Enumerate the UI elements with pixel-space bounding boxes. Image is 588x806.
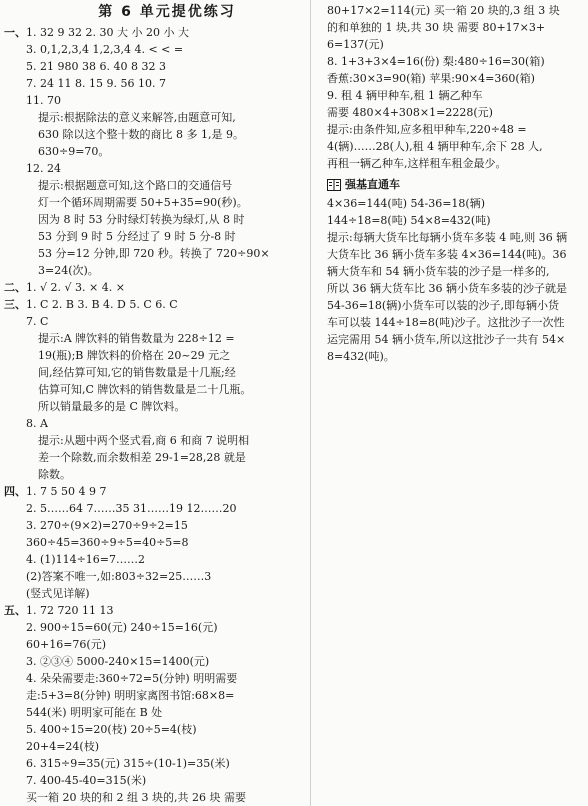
answer-line <box>4 24 290 41</box>
hint-line: 4(辆)……28(人),租 4 辆甲种车,余下 28 人, <box>327 140 543 153</box>
hint-line: 提示:A 牌饮料的销售数量为 228÷12 = <box>38 332 235 345</box>
answer-line: 20+4=24(枝) <box>26 740 100 753</box>
answer-line: 4×36=144(吨) 54-36=18(辆) <box>327 197 486 210</box>
answer-line: 144÷18=8(吨) 54×8=432(吨) <box>327 214 491 227</box>
hint-line: 3=24(次)。 <box>38 264 99 277</box>
answer-line: 8. A <box>26 417 48 430</box>
hint-line: 除数。 <box>38 468 71 481</box>
section-label: 三、 <box>4 298 26 311</box>
answer-line: (竖式见详解) <box>26 587 90 600</box>
column-divider <box>310 0 311 806</box>
hint-line: 所以销量最多的是 C 牌饮料。 <box>38 400 186 413</box>
hint-line: 所以 36 辆大货车比 36 辆小货车多装的沙子就是 <box>327 282 567 295</box>
hint-line: 630÷9=70。 <box>38 145 110 158</box>
answer-line: 9. 租 4 辆甲种车,租 1 辆乙种车 <box>327 89 483 102</box>
answer-line: 3. 270÷(9×2)=270÷9÷2=15 <box>26 519 188 532</box>
answer-line: (2)答案不唯一,如:803÷32=25……3 <box>26 570 212 583</box>
hint-line: 灯一个循环周期需要 50+5+35=90(秒)。 <box>38 196 248 209</box>
hint-line: 运完需用 54 辆小货车,所以这批沙子一共有 54× <box>327 333 566 346</box>
hint-line: 19(瓶);B 牌饮料的价格在 20~29 元之 <box>38 349 231 362</box>
left-column <box>4 2 290 806</box>
hint-line: 提示:从题中两个竖式看,商 6 和商 7 说明相 <box>38 434 250 447</box>
hint-line: 53 分到 9 时 5 分经过了 9 时 5 分-8 时 <box>38 230 236 243</box>
hint-line: 估算可知,C 牌饮料的销售数量是二十几瓶。 <box>38 383 252 396</box>
answer-line: 6=137(元) <box>327 38 384 51</box>
answer-line: 6. 315÷9=35(元) 315÷(10-1)=35(米) <box>26 757 230 770</box>
hint-line: 提示:根据除法的意义来解答,由题意可知, <box>38 111 236 124</box>
section-label: 二、 <box>4 281 26 294</box>
section-label: 一、 <box>4 26 26 39</box>
page-title: 第 6 单元提优练习 <box>98 4 236 20</box>
answer-line: 7. 24 11 8. 15 9. 56 10. 7 <box>26 77 166 90</box>
answer-line: 买一箱 20 块的和 2 组 3 块的,共 26 块 需要 <box>26 791 246 804</box>
answer-line: 4. 朵朵需要走:360÷72=5(分钟) 明明需要 <box>26 672 238 685</box>
answer-line: 7. 400-45-40=315(米) <box>26 774 147 787</box>
hint-line: 因为 8 时 53 分时绿灯转换为绿灯,从 8 时 <box>38 213 245 226</box>
hint-line: 8=432(吨)。 <box>327 350 395 363</box>
hint-line: 再租一辆乙种车,这样租车租金最少。 <box>327 157 507 170</box>
hint-line: 大货车比 36 辆小货车多装 4×36=144(吨)。36 <box>327 248 567 261</box>
hint-line: 间,经估算可知,它的销售数量是十几瓶;经 <box>38 366 236 379</box>
hint-line: 提示:根据题意可知,这个路口的交通信号 <box>38 179 233 192</box>
answer-line: 香蕉:30×3=90(箱) 苹果:90×4=360(箱) <box>327 72 535 85</box>
answer-line: 5. 400÷15=20(枝) 20÷5=4(枝) <box>26 723 197 736</box>
hint-line: 车可以装 144÷18=8(吨)沙子。这批沙子一次性 <box>327 316 565 329</box>
answer-line: 3. ②③④ 5000-240×15=1400(元) <box>26 655 210 668</box>
hint-line: 54-36=18(辆)小货车可以装的沙子,即每辆小货 <box>327 299 560 312</box>
answer-text: 1. 32 9 32 2. 30 大 小 20 小 大 <box>26 26 189 39</box>
answer-line: 需要 480×4+308×1=2228(元) <box>327 106 493 119</box>
answer-text: 1. C 2. B 3. B 4. D 5. C 6. C <box>26 298 178 311</box>
hint-line: 提示:由条件知,应多租甲种车,220÷48 = <box>327 123 527 136</box>
answer-line: 80+17×2=114(元) 买一箱 20 块的,3 组 3 块 <box>327 4 560 17</box>
answer-line: 3. 0,1,2,3,4 1,2,3,4 4. < < = <box>26 43 184 56</box>
answer-text: 1. √ 2. √ 3. × 4. × <box>26 281 125 294</box>
answer-line: 2. 5……64 7……35 31……19 12……20 <box>26 502 237 515</box>
answer-text: 1. 72 720 11 13 <box>26 604 114 617</box>
book-icon <box>327 179 341 191</box>
answer-line: 走:5+3=8(分钟) 明明家离图书馆:68×8= <box>26 689 235 702</box>
answer-line: 60+16=76(元) <box>26 638 107 651</box>
right-column <box>327 2 585 365</box>
hint-line: 差一个除数,而余数相差 29-1=28,28 就是 <box>38 451 246 464</box>
answer-line <box>4 296 290 313</box>
hint-line: 630 除以这个整十数的商比 8 多 1,是 9。 <box>38 128 244 141</box>
answer-line: 12. 24 <box>26 162 61 175</box>
hint-line: 提示:每辆大货车比每辆小货车多装 4 吨,则 36 辆 <box>327 231 568 244</box>
answer-line: 的和单独的 1 块,共 30 块 需要 80+17×3+ <box>327 21 546 34</box>
answer-line: 7. C <box>26 315 49 328</box>
answer-line <box>4 602 290 619</box>
section-label: 五、 <box>4 604 26 617</box>
answer-line: 4. (1)114÷16=7……2 <box>26 553 145 566</box>
answer-text: 1. 7 5 50 4 9 7 <box>26 485 107 498</box>
answer-line: 8. 1+3+3×4=16(份) 梨:480÷16=30(箱) <box>327 55 545 68</box>
answer-line: 2. 900÷15=60(元) 240÷15=16(元) <box>26 621 218 634</box>
answer-line: 11. 70 <box>26 94 61 107</box>
answer-line: 544(米) 明明家可能在 B 处 <box>26 706 163 719</box>
answer-line: 360÷45=360÷9÷5=40÷5=8 <box>26 536 189 549</box>
hint-line: 53 分=12 分钟,即 720 秒。转换了 720÷90× <box>38 247 270 260</box>
section-header <box>327 176 585 193</box>
section-label: 四、 <box>4 485 26 498</box>
hint-line: 辆大货车和 54 辆小货车装的沙子是一样多的, <box>327 265 550 278</box>
answer-line <box>4 279 290 296</box>
section-title: 强基直通车 <box>345 178 400 191</box>
answer-line <box>4 483 290 500</box>
answer-line: 5. 21 980 38 6. 40 8 32 3 <box>26 60 166 73</box>
